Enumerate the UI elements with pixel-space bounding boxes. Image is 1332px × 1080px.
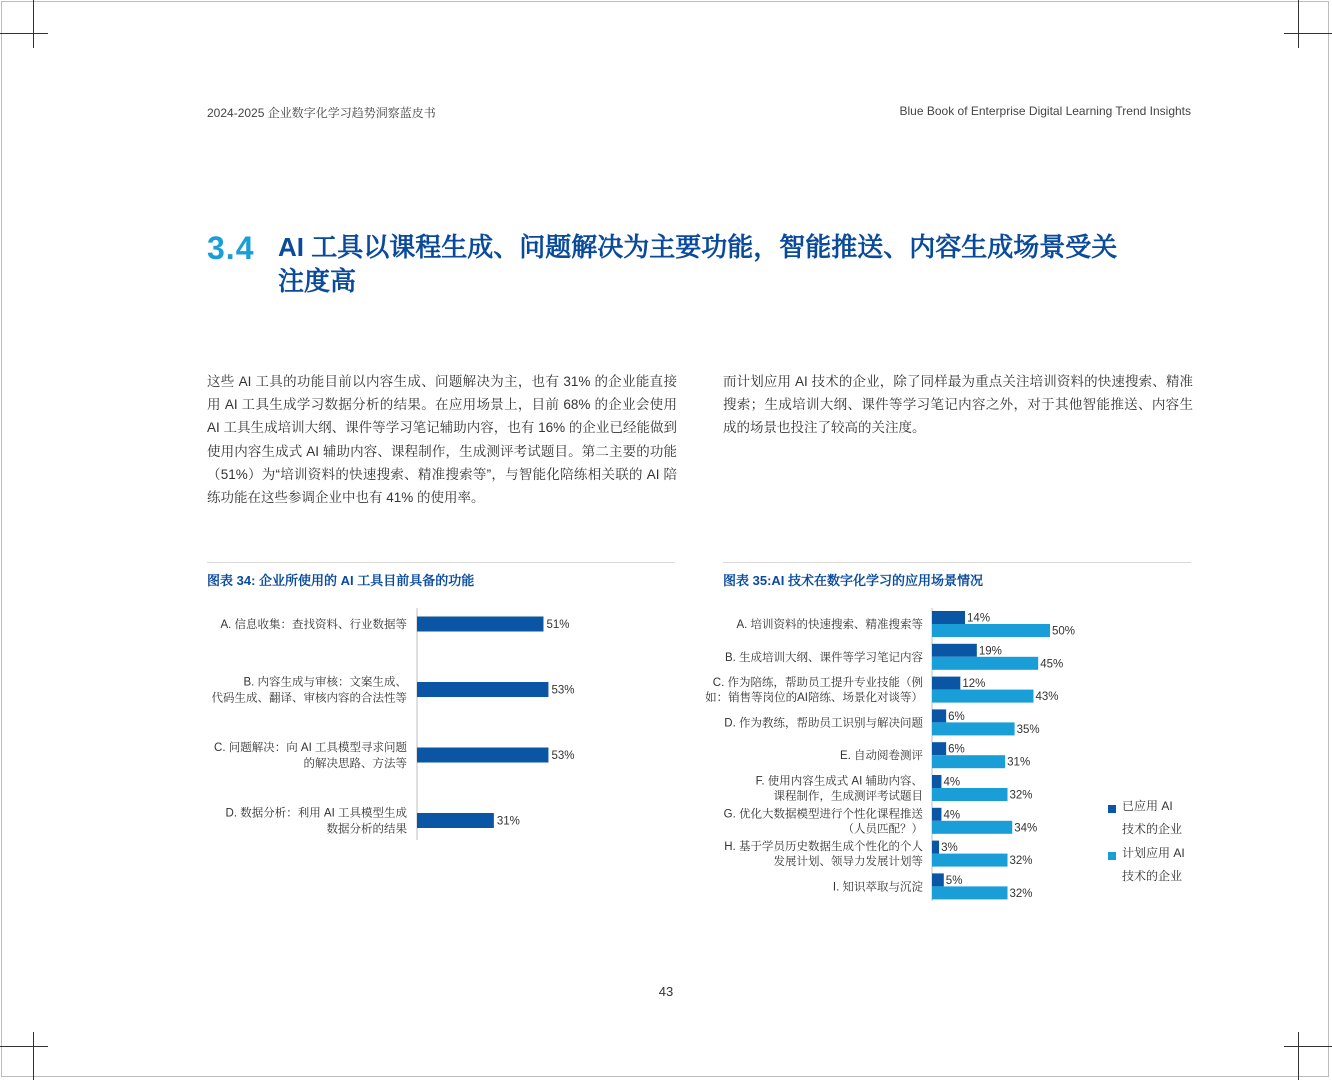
fig35-category-label: I. 知识萃取与沉淀	[832, 881, 923, 894]
fig35-bar-applied	[932, 742, 946, 755]
fig35-bar-applied	[932, 808, 941, 821]
fig35-bar-applied	[932, 775, 941, 788]
fig35-bar-planned	[932, 755, 1005, 768]
fig34-value-label: 51%	[546, 619, 570, 631]
fig35-value-label-applied: 3%	[941, 842, 958, 855]
fig35-category-label: C. 作为陪练，帮助员工提升专业技能（例	[712, 677, 923, 690]
fig35-bar-planned	[932, 788, 1008, 801]
legend-item-applied	[1108, 800, 1218, 841]
figure-34-chart	[207, 600, 627, 850]
figure-35-legend	[1108, 800, 1218, 894]
fig35-value-label-planned: 32%	[1009, 887, 1033, 900]
fig35-value-label-planned: 32%	[1009, 855, 1033, 868]
legend-swatch-applied	[1108, 805, 1116, 813]
fig35-category-label: D. 作为教练，帮助员工识别与解决问题	[724, 717, 923, 730]
crop-mark-bottom-left-h	[0, 1046, 48, 1047]
legend-label-planned-line1: 计划应用 AI	[1122, 846, 1185, 860]
legend-label-applied-line2: 技术的企业	[1122, 822, 1183, 836]
figure-35-rule	[723, 562, 1191, 563]
fig35-value-label-planned: 50%	[1052, 625, 1076, 638]
body-paragraph-left: 这些 AI 工具的功能目前以内容生成、问题解决为主，也有 31% 的企业能直接用 AI 工具生成学习数据分析的结果。在应用场景上，目前 68% 的企业会使用 AI 工具生成培训大纲、课件等学习笔记辅助内容，也有 16% 的企业已经能做到使用内容生成式 AI 辅助内容、课程制作，生成测评考试题目。第二主要的功能（51%）为“培训资料的快速搜索、精准搜索等”，与智能化陪练相关联的 AI 陪练功能在这些参调企业中也有 41% 的使用率。	[207, 374, 677, 506]
fig35-value-label-planned: 31%	[1007, 756, 1031, 769]
fig35-bar-planned	[932, 886, 1008, 899]
fig35-category-label: B. 生成培训大纲、课件等学习笔记内容	[724, 651, 923, 664]
fig35-category-label: G. 优化大数据模型进行个性化课程推送	[723, 808, 923, 821]
fig35-bar-applied	[932, 644, 977, 657]
fig35-value-label-applied: 5%	[945, 874, 963, 887]
fig34-bar	[417, 748, 548, 763]
crop-mark-bottom-right-h	[1284, 1046, 1332, 1047]
fig34-bar	[417, 617, 543, 632]
running-header-right: Blue Book of Enterprise Digital Learning Trend Insights	[899, 104, 1191, 118]
fig34-category-label: A. 信息收集：查找资料、行业数据等	[220, 619, 407, 631]
fig35-category-label: （人员匹配？）	[842, 823, 923, 836]
fig35-value-label-applied: 6%	[948, 743, 965, 756]
figure-35-title: 图表 35:AI 技术在数字化学习的应用场景情况	[723, 573, 984, 588]
section-title: AI 工具以课程生成、问题解决为主要功能，智能推送、内容生成场景受关注度高	[278, 232, 1118, 296]
fig35-bar-planned	[932, 854, 1008, 867]
figure-34-svg	[207, 600, 627, 850]
fig35-value-label-applied: 4%	[943, 809, 961, 822]
fig34-value-label: 31%	[496, 815, 520, 828]
fig34-bar	[417, 682, 548, 697]
crop-mark-top-left-v	[33, 0, 34, 48]
page-number: 43	[658, 984, 674, 999]
legend-label-applied-line1: 已应用 AI	[1122, 799, 1173, 813]
fig35-bar-planned	[932, 690, 1033, 703]
crop-mark-top-right-v	[1298, 0, 1299, 48]
fig35-category-label: 如：销售等岗位的AI陪练、场景化对谈等）	[705, 692, 923, 705]
crop-mark-bottom-left-v	[33, 1032, 34, 1080]
legend-swatch-planned	[1108, 852, 1116, 860]
fig35-bar-applied	[932, 841, 939, 854]
fig34-value-label: 53%	[551, 684, 575, 697]
fig35-category-label: H. 基于学员历史数据生成个性化的个人	[724, 841, 923, 854]
figure-34-title: 图表 34: 企业所使用的 AI 工具目前具备的功能	[207, 573, 475, 588]
body-paragraph-right: 而计划应用 AI 技术的企业，除了同样最为重点关注培训资料的快速搜索、精准搜索；生成培训大纲、课件等学习笔记内容之外，对于其他智能推送、内容生成的场景也投注了较高的关注度。	[723, 374, 1193, 436]
crop-mark-bottom-right-v	[1298, 1032, 1299, 1080]
fig35-bar-planned	[932, 821, 1012, 834]
crop-mark-top-right-h	[1284, 33, 1332, 34]
running-header-left: 2024-2025 企业数字化学习趋势洞察蓝皮书	[207, 106, 436, 120]
legend-label-planned-line2: 技术的企业	[1122, 869, 1183, 883]
fig35-value-label-planned: 34%	[1014, 822, 1038, 835]
fig35-bar-applied	[932, 873, 944, 886]
fig35-value-label-planned: 45%	[1040, 658, 1064, 671]
fig34-category-label: 数据分析的结果	[326, 823, 407, 836]
figure-34-rule	[207, 562, 675, 563]
fig35-category-label: E. 自动阅卷测评	[839, 750, 923, 763]
fig35-value-label-planned: 35%	[1016, 723, 1040, 736]
fig35-bar-planned	[932, 657, 1038, 670]
fig35-value-label-applied: 6%	[948, 710, 965, 723]
fig35-category-label: A. 培训资料的快速搜索、精准搜索等	[736, 619, 923, 631]
fig35-category-label: F. 使用内容生成式 AI 辅助内容、	[755, 775, 923, 788]
fig35-bar-applied	[932, 709, 946, 722]
legend-item-planned	[1108, 847, 1218, 888]
fig35-value-label-applied: 12%	[962, 678, 986, 691]
section-number: 3.4	[207, 230, 255, 266]
fig34-category-label: D. 数据分析：利用 AI 工具模型生成	[225, 807, 407, 820]
fig35-value-label-applied: 19%	[978, 645, 1002, 658]
fig35-bar-applied	[932, 611, 965, 624]
fig35-value-label-planned: 43%	[1035, 691, 1059, 704]
fig34-category-label: B. 内容生成与审核：文案生成、	[243, 676, 407, 689]
fig34-category-label: C. 问题解决：向 AI 工具模型寻求问题	[214, 742, 407, 754]
fig34-category-label: 的解决思路、方法等	[303, 758, 407, 770]
fig35-value-label-applied: 4%	[943, 776, 961, 789]
crop-mark-top-left-h	[0, 33, 48, 34]
fig35-value-label-applied: 14%	[967, 612, 991, 625]
fig35-bar-applied	[932, 677, 960, 690]
fig34-category-label: 代码生成、翻译、审核内容的合法性等	[211, 692, 407, 705]
figure-35-svg	[705, 605, 1095, 905]
fig35-category-label: 发展计划、领导力发展计划等	[773, 856, 923, 869]
fig35-bar-planned	[932, 624, 1050, 637]
fig35-bar-planned	[932, 722, 1015, 735]
fig35-category-label: 课程制作，生成测评考试题目	[773, 790, 923, 803]
fig34-bar	[417, 813, 494, 828]
fig35-value-label-planned: 32%	[1009, 789, 1033, 802]
page-border	[1, 1, 1329, 1077]
figure-35-chart	[705, 605, 1095, 905]
fig34-value-label: 53%	[551, 750, 575, 762]
